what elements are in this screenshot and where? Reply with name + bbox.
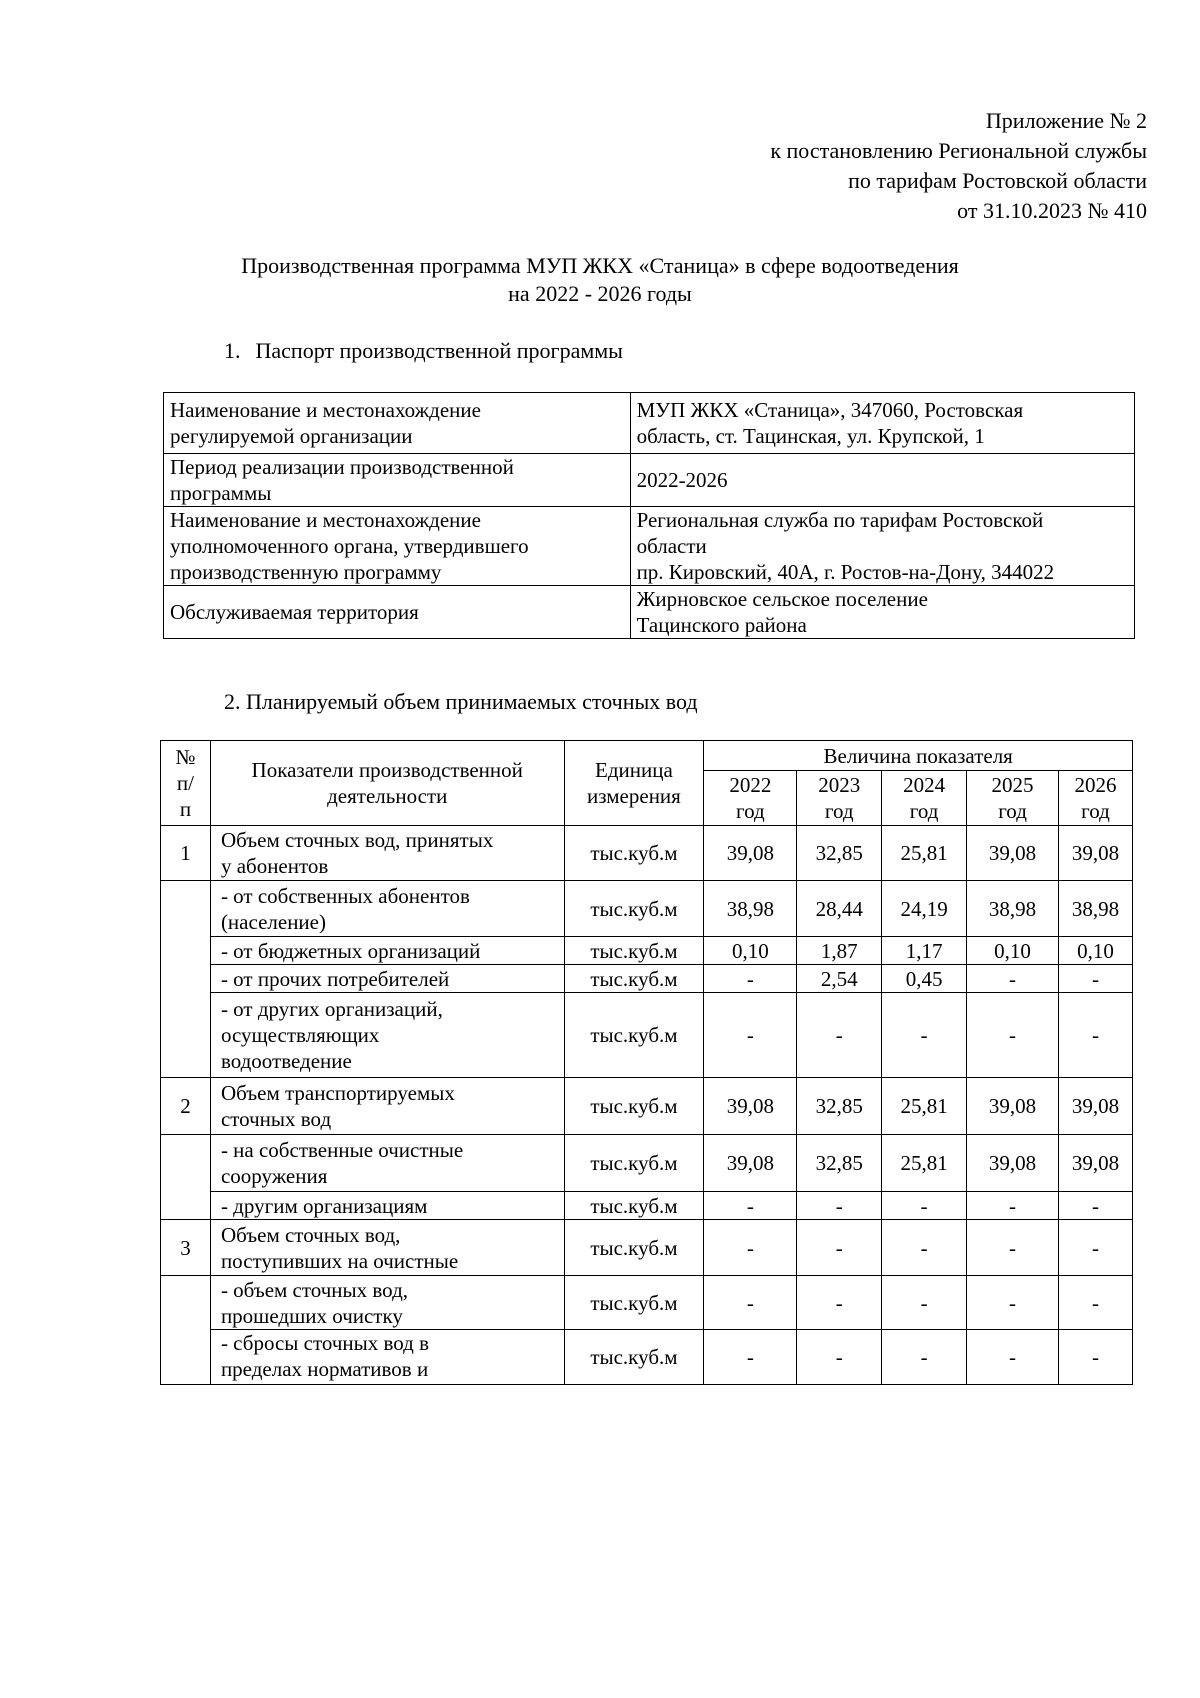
indicator-cell (210, 1220, 564, 1276)
value-cell: 24,19 (882, 881, 967, 937)
indicator-line: - от собственных абонентов (220, 883, 470, 908)
value-cell: - (882, 1276, 967, 1330)
value-cell: - (704, 993, 797, 1078)
column-header-line: 2025 (991, 773, 1034, 797)
passport-label-line: программы (170, 481, 272, 505)
unit-cell: тыс.куб.м (564, 1135, 704, 1192)
value-cell: - (1058, 1220, 1132, 1276)
passport-value-line: Тацинского района (636, 613, 807, 637)
value-cell: - (704, 965, 797, 993)
table-header-row (161, 741, 1133, 771)
value-cell: - (1058, 993, 1132, 1078)
column-header-line: 2023 (818, 773, 861, 797)
value-cell: 28,44 (797, 881, 882, 937)
value-cell: - (967, 1220, 1059, 1276)
value-cell: - (967, 1192, 1059, 1220)
column-header-value-group: Величина показателя (704, 741, 1133, 771)
value-cell: - (967, 1330, 1059, 1385)
value-cell: 39,08 (704, 826, 797, 881)
passport-value-cell (630, 507, 1134, 586)
indicator-line: - от других организаций, (220, 997, 443, 1021)
row-number-cell (161, 1276, 211, 1385)
passport-label-line: регулируемой организации (170, 424, 413, 448)
column-header-line: п/ (176, 771, 194, 795)
passport-label-line: Наименование и местонахождение (170, 508, 481, 532)
row-number-cell (161, 881, 211, 1078)
column-header-line: год (824, 799, 854, 823)
section-2-heading: 2. Планируемый объем принимаемых сточных вод (224, 689, 698, 714)
section-1-number: 1. (224, 338, 241, 363)
column-header-line: год (1081, 799, 1110, 823)
column-header-line: деятельности (327, 784, 448, 808)
indicator-line: прошедших очистку (220, 1303, 403, 1328)
column-header-line: измерения (587, 784, 681, 808)
passport-value-line: 2022-2026 (636, 468, 728, 492)
value-cell: - (882, 1330, 967, 1385)
passport-table (163, 392, 1135, 639)
value-cell: - (1058, 965, 1132, 993)
column-header-year (1058, 771, 1132, 826)
indicator-cell (210, 937, 564, 965)
unit-cell: тыс.куб.м (564, 993, 704, 1078)
table-row (161, 1330, 1133, 1385)
indicator-line: пределах нормативов и (220, 1357, 429, 1381)
column-header-line: 2026 (1074, 773, 1117, 797)
value-cell: 39,08 (967, 1135, 1059, 1192)
column-header-line: год (736, 799, 765, 823)
column-header-year (704, 771, 797, 826)
passport-value-cell (630, 393, 1134, 454)
passport-label-cell (164, 454, 631, 507)
indicator-cell (210, 965, 564, 993)
passport-label-line: Период реализации производственной (170, 455, 514, 479)
indicator-line: водоотведение (220, 1049, 352, 1073)
indicator-line: (население) (220, 909, 326, 934)
document-title (0, 252, 1200, 308)
indicator-line: у абонентов (220, 854, 329, 878)
value-cell: - (1058, 1330, 1132, 1385)
indicator-line: сточных вод (220, 1107, 332, 1131)
unit-cell: тыс.куб.м (564, 1220, 704, 1276)
value-cell: 0,10 (967, 937, 1059, 965)
passport-label-cell (164, 393, 631, 454)
value-cell: 32,85 (797, 1078, 882, 1135)
column-header-line: Показатели производственной (251, 758, 523, 782)
indicator-cell (210, 1135, 564, 1192)
value-cell: - (797, 1220, 882, 1276)
table-row (161, 881, 1133, 937)
row-number-cell: 3 (161, 1220, 211, 1276)
indicator-line: - другим организациям (220, 1193, 428, 1218)
indicator-line: - на собственные очистные (220, 1138, 464, 1162)
row-number-cell: 2 (161, 1078, 211, 1135)
value-cell: - (882, 1192, 967, 1220)
value-cell: 32,85 (797, 1135, 882, 1192)
column-header-line: Единица (595, 758, 673, 782)
table-row (161, 1192, 1133, 1220)
value-cell: - (882, 993, 967, 1078)
value-cell: - (704, 1276, 797, 1330)
value-cell: - (797, 1276, 882, 1330)
column-header-number (161, 741, 211, 826)
value-cell: - (1058, 1192, 1132, 1220)
row-number-cell: 1 (161, 826, 211, 881)
passport-value-line: Региональная служба по тарифам Ростовской (636, 508, 1044, 532)
value-cell: 1,87 (797, 937, 882, 965)
value-cell: 39,08 (1058, 826, 1132, 881)
indicator-line: Объем сточных вод, (220, 1222, 401, 1247)
passport-value-cell (630, 586, 1134, 639)
column-header-line: 2024 (903, 773, 946, 797)
passport-value-line: пр. Кировский, 40А, г. Ростов-на-Дону, 344022 (636, 560, 1055, 584)
value-cell: 39,08 (1058, 1135, 1132, 1192)
table-row (161, 1220, 1133, 1276)
value-cell: 38,98 (704, 881, 797, 937)
unit-cell: тыс.куб.м (564, 1192, 704, 1220)
indicator-cell (210, 993, 564, 1078)
indicator-cell (210, 1276, 564, 1330)
unit-cell: тыс.куб.м (564, 826, 704, 881)
indicator-line: осуществляющих (220, 1023, 380, 1047)
appendix-resolution-line: к постановлению Региональной службы (770, 138, 1147, 163)
value-cell: 39,08 (967, 826, 1059, 881)
value-cell: - (967, 993, 1059, 1078)
passport-value-line: область, ст. Тацинская, ул. Крупской, 1 (636, 424, 985, 448)
value-cell: - (704, 1330, 797, 1385)
passport-value-line: МУП ЖКХ «Станица», 347060, Ростовская (636, 398, 1024, 422)
passport-label-line: производственную программу (170, 560, 442, 584)
value-cell: 25,81 (882, 826, 967, 881)
indicator-line: - сбросы сточных вод в (220, 1331, 429, 1355)
unit-cell: тыс.куб.м (564, 937, 704, 965)
passport-value-line: Жирновское сельское поселение (636, 587, 928, 611)
passport-value-line: области (636, 534, 707, 558)
value-cell: 32,85 (797, 826, 882, 881)
value-cell: - (1058, 1276, 1132, 1330)
passport-label-line: Обслуживаемая территория (170, 600, 419, 624)
indicator-cell (210, 826, 564, 881)
column-header-line: 2022 (729, 773, 772, 797)
value-cell: 25,81 (882, 1078, 967, 1135)
column-header-line: год (909, 799, 939, 823)
value-cell: 0,45 (882, 965, 967, 993)
passport-label-cell (164, 507, 631, 586)
value-cell: - (882, 1220, 967, 1276)
section-1-title: Паспорт производственной программы (255, 338, 623, 363)
wastewater-volume-table (160, 740, 1133, 1385)
indicator-line: - объем сточных вод, (220, 1277, 408, 1302)
table-row (161, 826, 1133, 881)
value-cell: 39,08 (704, 1135, 797, 1192)
table-row (161, 937, 1133, 965)
unit-cell: тыс.куб.м (564, 881, 704, 937)
value-cell: 2,54 (797, 965, 882, 993)
appendix-number: Приложение № 2 (985, 108, 1147, 133)
table-row (161, 993, 1133, 1078)
indicator-line: - от прочих потребителей (220, 966, 450, 991)
section-1-heading (224, 337, 623, 365)
table-row (161, 1078, 1133, 1135)
unit-cell: тыс.куб.м (564, 1078, 704, 1135)
row-number-cell (161, 1135, 211, 1220)
indicator-line: Объем сточных вод, принятых (220, 828, 494, 852)
indicator-cell (210, 881, 564, 937)
value-cell: - (797, 993, 882, 1078)
value-cell: - (797, 1330, 882, 1385)
value-cell: - (797, 1192, 882, 1220)
passport-value-cell (630, 454, 1134, 507)
unit-cell: тыс.куб.м (564, 965, 704, 993)
value-cell: 38,98 (1058, 881, 1132, 937)
indicator-cell (210, 1192, 564, 1220)
column-header-line: № (175, 745, 196, 769)
value-cell: - (967, 965, 1059, 993)
passport-row (164, 507, 1135, 586)
table-row (161, 1135, 1133, 1192)
document-title-line-1: Производственная программа МУП ЖКХ «Станица» в сфере водоотведения (241, 253, 959, 278)
value-cell: 39,08 (967, 1078, 1059, 1135)
indicator-line: сооружения (220, 1164, 328, 1188)
unit-cell: тыс.куб.м (564, 1330, 704, 1385)
value-cell: 38,98 (967, 881, 1059, 937)
passport-row (164, 454, 1135, 507)
table-row (161, 965, 1133, 993)
column-header-line: год (998, 799, 1027, 823)
column-header-year (967, 771, 1059, 826)
value-cell: 1,17 (882, 937, 967, 965)
column-header-line: п (179, 797, 192, 821)
appendix-header (770, 106, 1147, 226)
document-title-line-2: на 2022 - 2026 годы (508, 281, 692, 306)
value-cell: 25,81 (882, 1135, 967, 1192)
indicator-line: поступивших на очистные (220, 1248, 459, 1273)
indicator-line: Объем транспортируемых (220, 1081, 455, 1105)
appendix-authority-line: по тарифам Ростовской области (848, 168, 1147, 193)
passport-row (164, 393, 1135, 454)
passport-label-line: уполномоченного органа, утвердившего (170, 534, 529, 558)
value-cell: 39,08 (704, 1078, 797, 1135)
table-row (161, 1276, 1133, 1330)
value-cell: 0,10 (1058, 937, 1132, 965)
value-cell: 0,10 (704, 937, 797, 965)
column-header-year (882, 771, 967, 826)
passport-label-line: Наименование и местонахождение (170, 398, 481, 422)
passport-label-cell (164, 586, 631, 639)
column-header-year (797, 771, 882, 826)
value-cell: - (967, 1276, 1059, 1330)
column-header-indicator (210, 741, 564, 826)
indicator-cell (210, 1330, 564, 1385)
value-cell: - (704, 1220, 797, 1276)
value-cell: 39,08 (1058, 1078, 1132, 1135)
indicator-line: - от бюджетных организаций (220, 938, 481, 963)
passport-row (164, 586, 1135, 639)
value-cell: - (704, 1192, 797, 1220)
unit-cell: тыс.куб.м (564, 1276, 704, 1330)
appendix-date-line: от 31.10.2023 № 410 (957, 198, 1147, 223)
indicator-cell (210, 1078, 564, 1135)
column-header-unit (564, 741, 704, 826)
